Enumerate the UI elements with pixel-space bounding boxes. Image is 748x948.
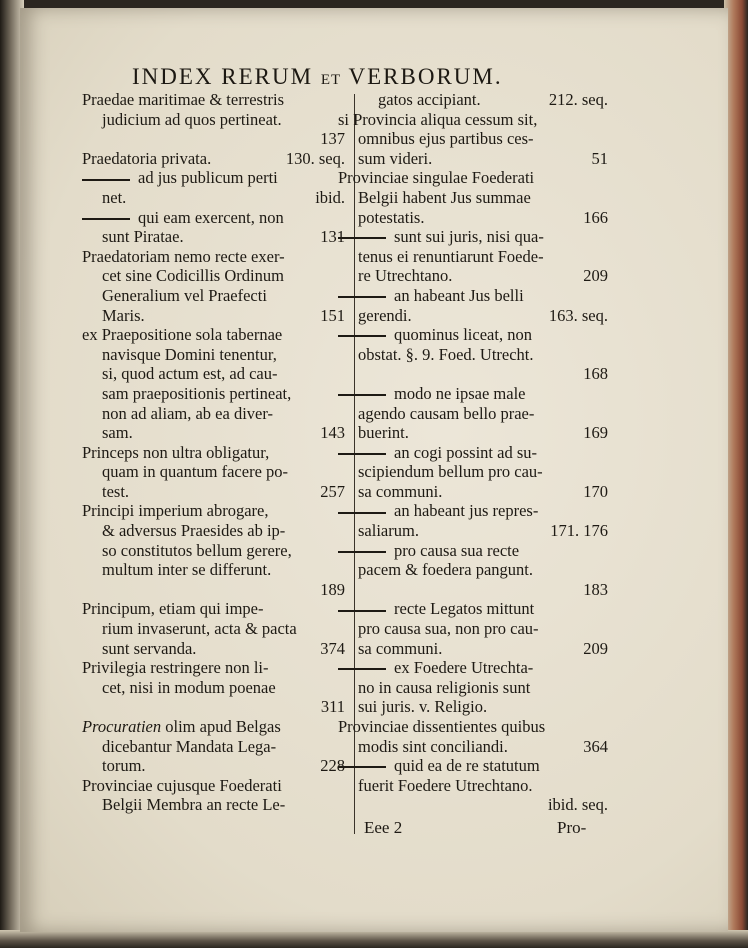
index-entry xyxy=(338,384,608,443)
header-title-part3: VERBORUM. xyxy=(348,64,503,89)
ditto-dash xyxy=(338,766,386,768)
page-reference: 209 xyxy=(583,638,608,658)
ditto-dash xyxy=(338,394,386,396)
entry-head-line xyxy=(338,658,608,678)
entry-continuation: dicebantur Mandata Lega- xyxy=(102,736,277,756)
page-reference: 311 xyxy=(320,697,345,717)
page-reference: 137 xyxy=(320,129,345,149)
entry-head-line xyxy=(82,149,345,169)
entry-continuation: sam praepositionis pertineat, xyxy=(102,383,292,403)
index-entry xyxy=(338,443,608,502)
entry-term: Provinciae singulae Foederati xyxy=(338,168,535,188)
entry-continuation xyxy=(82,188,345,208)
entry-head-line xyxy=(338,717,608,737)
entry-continuation xyxy=(338,521,608,541)
entry-continuation: quam in quantum facere po- xyxy=(102,462,289,482)
index-entry xyxy=(338,286,608,325)
entry-head-line xyxy=(338,168,608,188)
index-entry xyxy=(338,90,608,110)
entry-continuation xyxy=(82,423,345,443)
entry-continuation: Generalium vel Praefecti xyxy=(102,285,267,305)
entry-continuation: tenus ei renuntiarunt Foede- xyxy=(358,246,544,266)
book-bottom-edge xyxy=(0,930,748,948)
page-reference: 171. 176 xyxy=(550,521,608,541)
index-entry xyxy=(82,149,345,169)
entry-continuation xyxy=(82,639,345,659)
page-reference: 364 xyxy=(583,736,608,756)
entry-continuation: so constitutos bellum gerere, xyxy=(102,540,292,560)
index-entry xyxy=(82,90,345,149)
entry-continuation: scipiendum bellum pro cau- xyxy=(358,462,543,482)
entry-term: sunt sui juris, nisi qua- xyxy=(394,227,544,247)
entry-term: quid ea de re statutum xyxy=(394,756,540,776)
entry-continuation xyxy=(82,482,345,502)
entry-continuation-text: sunt servanda. xyxy=(102,638,197,658)
index-entry xyxy=(338,599,608,658)
entry-continuation-text: sa communi. xyxy=(358,638,443,658)
entry-head-line xyxy=(82,717,345,737)
entry-continuation-text: re Utrechtano. xyxy=(358,266,453,286)
entry-continuation xyxy=(338,306,608,326)
entry-italic-term: Procuratien xyxy=(82,717,162,736)
index-entry xyxy=(338,501,608,540)
index-entry xyxy=(82,501,345,599)
entry-term: an habeant Jus belli xyxy=(394,285,524,305)
entry-continuation xyxy=(338,737,608,757)
page-reference: 183 xyxy=(583,579,608,599)
entry-continuation: multum inter se differunt. xyxy=(102,560,272,580)
page-reference: 168 xyxy=(583,364,608,384)
page-reference: 169 xyxy=(583,423,608,443)
index-entry xyxy=(338,168,608,227)
entry-continuation: pacem & foedera pangunt. xyxy=(358,560,534,580)
entry-continuation: cet sine Codicillis Ordinum xyxy=(102,266,284,286)
page-reference: 374 xyxy=(320,638,345,658)
index-entry xyxy=(338,658,608,717)
entry-head-line xyxy=(338,325,608,345)
entry-continuation xyxy=(338,208,608,228)
page-reference: 131 xyxy=(320,227,345,247)
index-entry xyxy=(82,247,345,325)
entry-continuation: no in causa religionis sunt xyxy=(358,677,531,697)
entry-continuation-text: sam. xyxy=(102,423,133,443)
catchword: Pro- xyxy=(557,818,587,837)
entry-term: recte Legatos mittunt xyxy=(394,599,535,619)
entry-continuation: gatos accipiant. xyxy=(378,90,481,109)
entry-term: Privilegia restringere non li- xyxy=(82,658,269,678)
page-reference: 170 xyxy=(583,481,608,501)
index-entry xyxy=(82,717,345,776)
entry-continuation xyxy=(338,266,608,286)
ditto-dash xyxy=(338,453,386,455)
entry-continuation: sui juris. v. Religio. xyxy=(358,697,488,717)
page-reference: 212. seq. xyxy=(548,90,608,109)
entry-head-line xyxy=(338,384,608,404)
entry-term: ex Foedere Utrechta- xyxy=(394,658,534,678)
entry-continuation: & adversus Praesides ab ip- xyxy=(102,521,286,541)
entry-head-line xyxy=(338,227,608,247)
entry-term: Praedae maritimae & terrestris xyxy=(82,90,285,109)
index-entry xyxy=(338,717,608,756)
entry-continuation-text: torum. xyxy=(102,756,146,776)
ditto-dash xyxy=(338,237,386,239)
entry-continuation-text: net. xyxy=(102,187,127,207)
index-entry xyxy=(338,756,608,815)
header-title-part1: INDEX RERUM xyxy=(132,64,314,89)
book-page xyxy=(20,8,728,932)
ditto-dash xyxy=(82,218,130,220)
entry-term: Praedatoriam nemo recte exer- xyxy=(82,246,285,266)
entry-head-line xyxy=(338,110,608,130)
entry-term: Provinciae cujusque Foederati xyxy=(82,775,282,795)
entry-continuation: agendo causam bello prae- xyxy=(358,403,535,423)
header-title-part2: ET xyxy=(320,72,342,88)
entry-head-line xyxy=(82,90,345,110)
entry-head-line xyxy=(338,443,608,463)
index-entry xyxy=(82,776,345,815)
signature-mark: Eee 2 xyxy=(364,818,403,837)
entry-continuation xyxy=(82,306,345,326)
entry-continuation xyxy=(82,756,345,776)
entry-term: si Provincia aliqua cessum sit, xyxy=(338,109,538,129)
page-reference: 151 xyxy=(320,305,345,325)
entry-continuation-text: test. xyxy=(102,481,130,501)
entry-continuation xyxy=(338,423,608,443)
entry-head-line xyxy=(338,286,608,306)
entry-continuation-text: gerendi. xyxy=(358,305,412,325)
entry-continuation-text: sum videri. xyxy=(358,148,433,168)
page-reference: 257 xyxy=(320,481,345,501)
entry-continuation: non ad aliam, ab ea diver- xyxy=(102,403,274,423)
entry-continuation: navisque Domini tenentur, xyxy=(102,344,277,364)
ditto-dash xyxy=(338,668,386,670)
entry-continuation: omnibus ejus partibus ces- xyxy=(358,129,534,149)
page-reference: 228 xyxy=(320,756,345,776)
left-index-column xyxy=(82,90,345,815)
entry-head-line xyxy=(82,599,345,619)
entry-head-line xyxy=(338,599,608,619)
entry-continuation-text: sa communi. xyxy=(358,481,443,501)
entry-continuation-text: buerint. xyxy=(358,423,409,443)
index-entry xyxy=(82,325,345,443)
index-entry xyxy=(82,168,345,207)
page-header xyxy=(132,64,572,90)
entry-continuation-text: sunt Piratae. xyxy=(102,227,184,247)
entry-head-line xyxy=(82,443,345,463)
page-reference: 189 xyxy=(320,579,345,599)
index-entry xyxy=(338,110,608,169)
index-entry xyxy=(82,443,345,502)
entry-term: an habeant jus repres- xyxy=(394,501,539,521)
ditto-dash xyxy=(338,551,386,553)
ditto-dash xyxy=(82,179,130,181)
entry-term: modo ne ipsae male xyxy=(394,383,526,403)
entry-continuation: Belgii habent Jus summae xyxy=(358,187,531,207)
entry-head-line xyxy=(82,501,345,521)
entry-continuation: cet, nisi in modum poenae xyxy=(102,677,276,697)
entry-head-line xyxy=(82,776,345,796)
entry-continuation xyxy=(338,639,608,659)
index-entry xyxy=(338,325,608,384)
entry-continuation-text: modis sint conciliandi. xyxy=(358,736,508,756)
entry-continuation: pro causa sua, non pro cau- xyxy=(358,619,539,639)
entry-term: Princeps non ultra obligatur, xyxy=(82,442,270,462)
page-reference: 51 xyxy=(591,148,608,168)
entry-continuation xyxy=(338,482,608,502)
index-entry xyxy=(82,599,345,658)
entry-continuation: si, quod actum est, ad cau- xyxy=(102,364,278,384)
ditto-dash xyxy=(338,335,386,337)
entry-continuation: obstat. §. 9. Foed. Utrecht. xyxy=(358,344,534,364)
entry-head-line xyxy=(82,325,345,345)
entry-head-line xyxy=(338,541,608,561)
entry-head-line xyxy=(338,756,608,776)
entry-head-line xyxy=(82,658,345,678)
page-reference: ibid. xyxy=(315,187,345,207)
page-reference: 163. seq. xyxy=(548,305,608,325)
entry-term: ad jus publicum perti xyxy=(138,168,278,188)
entry-continuation: Belgii Membra an recte Le- xyxy=(102,795,286,815)
entry-continuation-text: saliarum. xyxy=(358,521,419,541)
entry-term: pro causa sua recte xyxy=(394,540,520,560)
right-index-column xyxy=(338,90,608,815)
page-reference: ibid. seq. xyxy=(547,795,608,815)
entry-term: Principum, etiam qui impe- xyxy=(82,599,264,619)
entry-term: Principi imperium abrogare, xyxy=(82,501,269,521)
entry-continuation: rium invaserunt, acta & pacta xyxy=(102,619,297,639)
entry-head-line xyxy=(338,90,608,110)
entry-continuation-text: Maris. xyxy=(102,305,145,325)
entry-head-line xyxy=(82,208,345,228)
ditto-dash xyxy=(338,512,386,514)
page-reference: 130. seq. xyxy=(285,148,345,168)
entry-head-line xyxy=(82,247,345,267)
page-reference: 143 xyxy=(320,423,345,443)
entry-term: olim apud Belgas xyxy=(165,717,281,736)
index-entry xyxy=(338,227,608,286)
entry-term: an cogi possint ad su- xyxy=(394,442,537,462)
entry-term: Praedatoria privata. xyxy=(82,148,212,168)
entry-head-line xyxy=(82,168,345,188)
page-reference: 209 xyxy=(583,266,608,286)
ditto-dash xyxy=(338,296,386,298)
entry-head-line xyxy=(338,501,608,521)
entry-continuation: judicium ad quos pertineat. xyxy=(102,109,282,129)
page-reference: 166 xyxy=(583,207,608,227)
entry-continuation xyxy=(82,227,345,247)
ditto-dash xyxy=(338,610,386,612)
entry-term: quominus liceat, non xyxy=(394,325,532,345)
entry-continuation xyxy=(338,149,608,169)
entry-term: Provinciae dissentientes quibus xyxy=(338,717,546,736)
index-entry xyxy=(82,208,345,247)
entry-term: qui eam exercent, non xyxy=(138,207,284,227)
entry-continuation-text: potestatis. xyxy=(358,207,425,227)
entry-term: ex Praepositione sola tabernae xyxy=(82,325,283,345)
index-entry xyxy=(82,658,345,717)
entry-continuation: fuerit Foedere Utrechtano. xyxy=(358,775,533,795)
index-entry xyxy=(338,541,608,600)
